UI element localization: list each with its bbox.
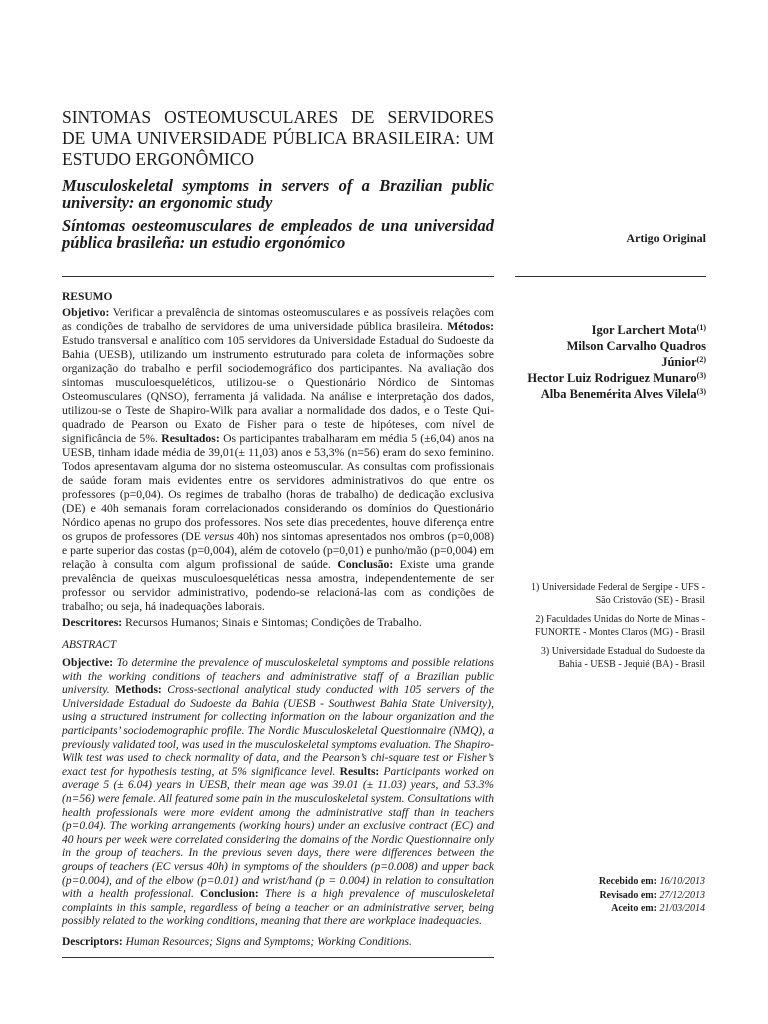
- date-accepted: [599, 902, 705, 916]
- date-label: Revisado em:: [599, 889, 657, 901]
- author-affiliation-ref: (2): [696, 355, 706, 364]
- abstract-results-label: Results:: [339, 765, 380, 778]
- descritores-label: Descritores:: [62, 616, 123, 629]
- resumo-conclusao-text: Existe uma grande prevalência de queixas musculoesqueléticas nessa amostra, independentemente de ser professor ou servidor administrativo, podendo-se relacioná-las com as condições de trabalho; ou seja, há inadequações laborais.: [62, 558, 495, 613]
- resumo-body: [62, 306, 494, 614]
- resumo-metodos-label: Métodos:: [447, 320, 495, 333]
- descriptors: [62, 935, 494, 949]
- author-affiliation-ref: (3): [696, 371, 706, 380]
- abstract-conclusion-label: Conclusion:: [199, 888, 259, 901]
- affiliation-list: [525, 582, 705, 671]
- descritores: [62, 616, 494, 630]
- affiliation: 2) Faculdades Unidas do Norte de Minas - FUNORTE - Montes Claros (MG) - Brasil: [535, 614, 705, 638]
- resumo-objetivo-label: Objetivo:: [62, 306, 110, 319]
- date-label: Aceito em:: [611, 903, 657, 914]
- article-title-spanish: Síntomas oesteomusculares de empleados de una universidad pública brasileña: un estudio ergonómico: [62, 216, 494, 252]
- descriptors-label: Descriptors:: [62, 935, 123, 948]
- article-type-label: Artigo Original: [626, 231, 706, 245]
- abstract-methods-label: Methods:: [115, 684, 162, 697]
- abstract-conclusion-text: There is a high prevalence of musculoskeletal complaints in this sample, regardless of being a teacher or an administrative server, being possibly related to the working conditions, meaning that there are workplace inadequacies.: [62, 888, 495, 928]
- date-value: 16/10/2013: [659, 876, 705, 887]
- resumo-objetivo-text: Verificar a prevalência de sintomas osteomusculares e as possíveis relações com as condições de trabalho de servidores de uma universidade pública brasileira.: [62, 306, 494, 333]
- article-title: SINTOMAS OSTEOMUSCULARES DE SERVIDORES DE UMA UNIVERSIDADE PÚBLICA BRASILEIRA: UM ESTUDO ERGONÔMICO: [62, 107, 494, 169]
- resumo-resultados-text-continued: 40h) nos sintomas apresentados nos ombros (p=0,008) e parte superior das costas (p=0,004), além de cotovelo (p=0,01) e punho/mão (p=0,004) em relação à consulta com algum profissional de saúde.: [62, 530, 495, 571]
- author-name-text: Alba Benemérita Alves Vilela: [540, 387, 697, 401]
- footer-divider: [62, 957, 494, 958]
- author-list: [523, 322, 706, 402]
- date-value: 21/03/2014: [659, 903, 705, 914]
- abstract-objective-text: To determine the prevalence of musculoskeletal symptoms and possible relations with the working conditions of teachers and administrative staff of a Brazilian public university.: [62, 657, 495, 697]
- author-name-text: Hector Luiz Rodriguez Munaro: [527, 371, 697, 385]
- author-affiliation-ref: (3): [696, 387, 706, 396]
- main-column: [62, 107, 494, 958]
- resumo-resultados-label: Resultados:: [161, 432, 220, 445]
- side-divider: [515, 276, 706, 277]
- resumo-resultados-text: Os participantes trabalharam em média 5 (±6,04) anos na UESB, tinham idade média de 39,01(± 11,03) anos e 53,3% (n=56) eram do sexo feminino. Todos apresentavam alguma dor no sistema osteomuscular. As consultas com profissionais de saúde foram mais evidentes entre os servidores administrativos do que entre os professores (p=0,04). Os regimes de trabalho (horas de trabalho) de dedicação exclusiva (DE) e 40h semanais foram correlacionados considerando os domínios do Questionário Nórdico apenas no grupo dos professores. Nos sete dias precedentes, houve diferença entre os grupos de professores (DE: [62, 432, 495, 543]
- descriptors-text: Human Resources; Signs and Symptoms; Working Conditions.: [125, 935, 412, 948]
- resumo-heading: RESUMO: [62, 291, 113, 303]
- author-name-text: Igor Larchert Mota: [591, 323, 697, 337]
- abstract-methods-text: Cross-sectional analytical study conducted with 105 servers of the Universidade Estadual do Sudoeste da Bahia (UESB - Southwest Bahia State University), using a structured instrument for collecting information on the labour organization and the participants’ sociodemographic profile. The Nordic Musculoskeletal Questionnaire (NMQ), a previously validated tool, was used in the musculoskeletal symptoms evaluation. The Shapiro-Wilk test was used to check normality of data, and the Pearson’s chi-square test or Fisher’s exact test for hypothesis testing, at 5% significance level.: [62, 684, 495, 778]
- abstract-heading: ABSTRACT: [62, 639, 117, 651]
- abstract-body: [62, 657, 494, 929]
- resumo-resultados-versus: versus: [204, 530, 234, 543]
- date-revised: [599, 889, 705, 903]
- author-name: [523, 322, 706, 338]
- abstract-objective-label: Objective:: [62, 657, 114, 669]
- affiliation: 3) Universidade Estadual do Sudoeste da Bahia - UESB - Jequié (BA) - Brasil: [540, 646, 705, 670]
- header-divider: [62, 276, 494, 277]
- author-name: [523, 370, 706, 386]
- date-value: 27/12/2013: [659, 889, 705, 901]
- descritores-text: Recursos Humanos; Sinais e Sintomas; Condições de Trabalho.: [125, 616, 422, 629]
- abstract-results-text: Participants worked on average 5 (± 6.04) years in UESB, their mean age was 39.01 (± 11.03) years, and 53.3% (n=56) were female. All featured some pain in the musculoskeletal system. Consultations with health professionals were more evident among the administrative staff than in teachers (p=0.04). The working arrangements (working hours) under an exclusive contract (EC) and 40 hours per week were correlated considering the domains of the Nordic Questionnaire only in the group of teachers. In the previous seven days, there were differences between the groups of teachers (EC versus 40h) in symptoms of the shoulders (p=0.008) and upper back (p=0.004), and of the elbow (p=0.01) and wrist/hand (p = 0.004) in relation to consultation with a health professional.: [62, 765, 494, 901]
- author-name-text: Milson Carvalho Quadros Júnior: [566, 339, 706, 369]
- date-received: [599, 875, 705, 889]
- author-affiliation-ref: (1): [696, 323, 706, 332]
- affiliation: 1) Universidade Federal de Sergipe - UFS - São Cristovão (SE) - Brasil: [531, 582, 705, 606]
- article-title-english: Musculoskeletal symptoms in servers of a Brazilian public university: an ergonomic study: [62, 176, 494, 212]
- submission-dates: [599, 875, 705, 916]
- author-name: [523, 386, 706, 402]
- resumo-metodos-text: Estudo transversal e analítico com 105 servidores da Universidade Estadual do Sudoeste da Bahia (UESB), utilizando um instrumento estruturado para coleta de informações sobre organização do trabalho e perfil sociodemográfico dos participantes. Na avaliação dos sintomas musculoesqueléticos, utilizou-se o Questionário Nórdico de Sintomas Osteomusculares (QNSO), ferramenta já validada. Na análise e interpretação dos dados, utilizou-se o Teste de Shapiro-Wilk para avaliar a normalidade dos dados, e o Teste Qui-quadrado de Pearson ou Exato de Fisher para o teste de hipóteses, com nível de significância de 5%.: [62, 334, 494, 445]
- date-label: Recebido em:: [598, 876, 657, 887]
- author-name: [523, 338, 706, 370]
- resumo-conclusao-label: Conclusão:: [337, 558, 394, 571]
